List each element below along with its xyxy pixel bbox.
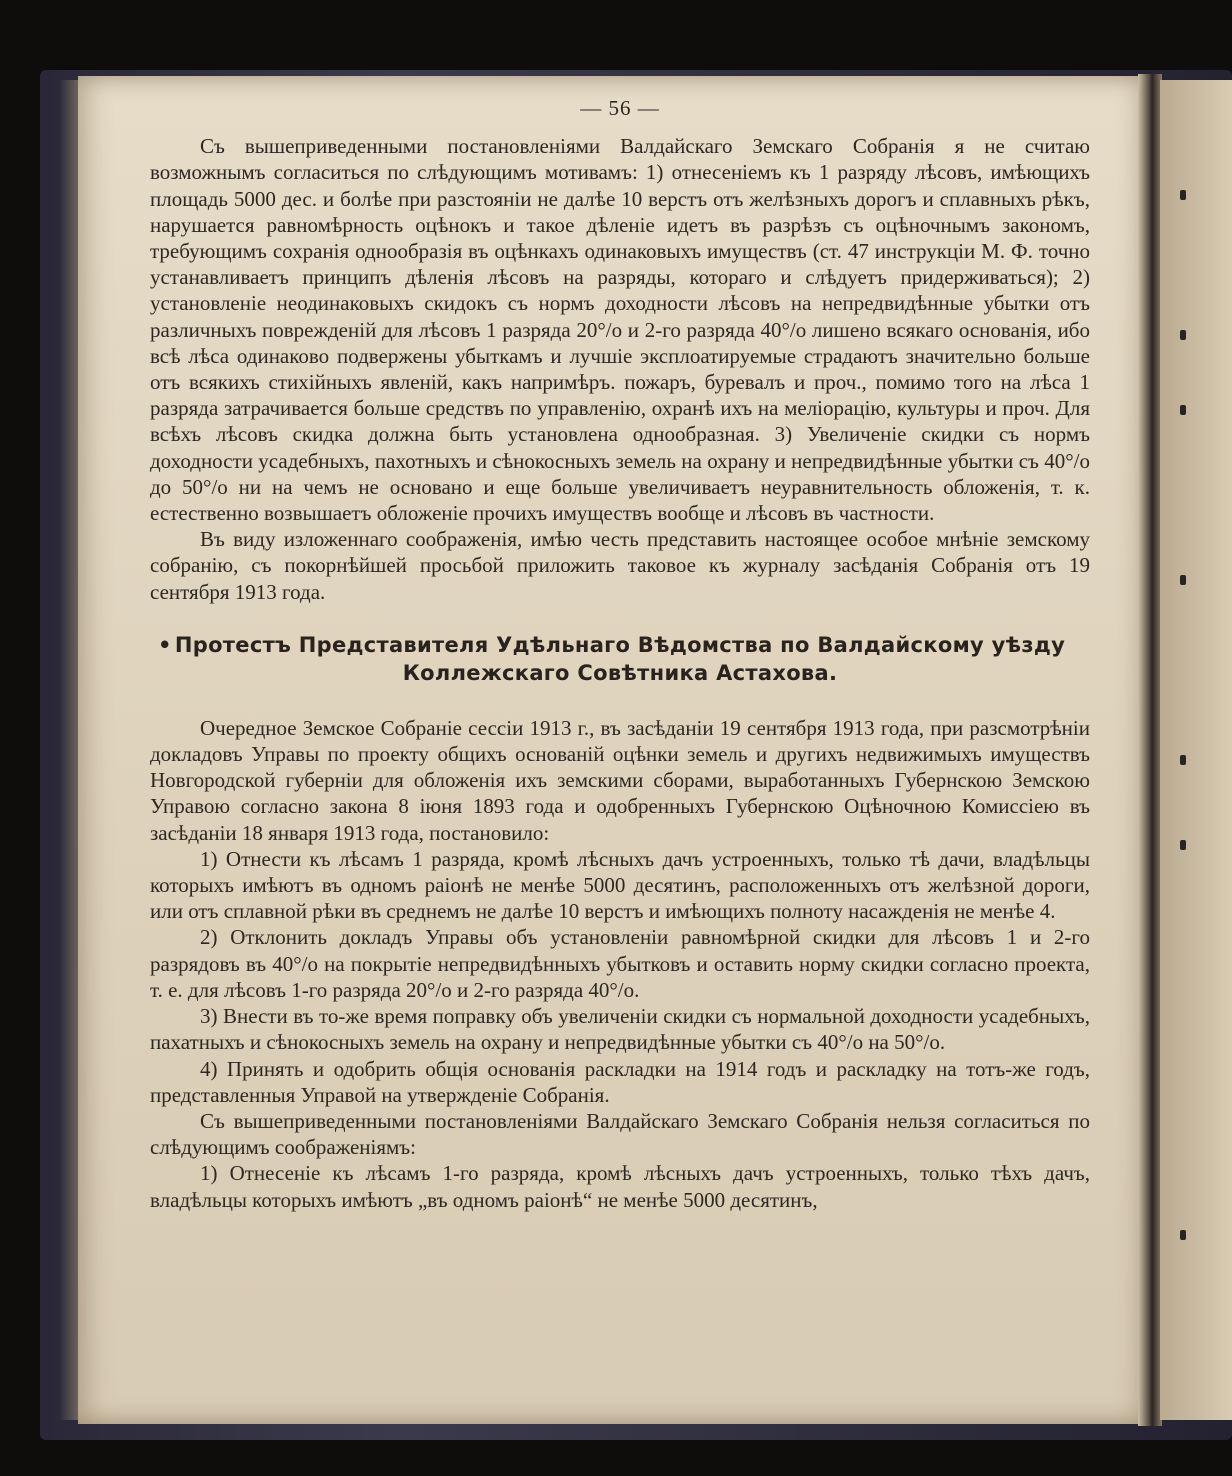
paragraph: 2) Отклонить докладъ Управы объ установленіи равномѣрной скидки для лѣсовъ 1 и 2-го разрядовъ въ 40°/о на покрытіе непредвидѣнныхъ убытковъ и оставить норму скидки согласно проекта, т. е. для лѣсовъ 1-го разряда 20°/о и 2-го разряда 40°/о. (150, 925, 1090, 1002)
bottom-section (150, 715, 1090, 1213)
binding-mark (1180, 1230, 1186, 1240)
binding-mark (1180, 755, 1186, 765)
page-number: — 56 — (580, 96, 660, 120)
heading-line: Коллежскаго Совѣтника Астахова. (402, 660, 838, 685)
section-heading (150, 631, 1090, 687)
facing-page-edge (1160, 80, 1232, 1420)
binding-mark (1180, 575, 1186, 585)
paragraph: 3) Внести въ то-же время поправку объ увеличеніи скидки съ нормальной доходности усадебныхъ, пахатныхъ и сѣнокосныхъ земель на охрану и непредвидѣнные убытки съ 40°/о на 50°/о. (150, 1004, 1090, 1055)
binding-mark (1180, 405, 1186, 415)
paragraph: Съ вышеприведенными постановленіями Валдайскаго Земскаго Собранія я не считаю возможнымъ согласиться по слѣдующимъ мотивамъ: 1) отнесеніемъ къ 1 разряду лѣсовъ, имѣющихъ площадь 5000 дес. и болѣе при разстояніи не далѣе 10 верстъ отъ желѣзныхъ дорогъ и сплавныхъ рѣкъ, нарушается равномѣрность оцѣнокъ и такое дѣленіе идетъ въ разрѣзъ съ оцѣночнымъ закономъ, требующимъ сохранія однообразія въ оцѣнкахъ одинаковыхъ имуществъ (ст. 47 инструкціи М. Ф. точно устанавливаетъ принципъ дѣленія лѣсовъ на разряды, котораго и слѣдуетъ придерживаться); 2) установленіе неодинаковыхъ скидокъ съ нормъ доходности лѣсовъ на непредвидѣнные убытки отъ различныхъ поврежденій для лѣсовъ 1 разряда 20°/о и 2-го разряда 40°/о лишено всякаго основанія, ибо всѣ лѣса одинаково подвержены убыткамъ и лучшіе эксплоатируемые страдаютъ значительно больше отъ всякихъ стихійныхъ явленій, какъ напримѣръ. пожаръ, буревалъ и проч., помимо того на лѣса 1 разряда затрачивается больше средствъ по управленію, охранѣ ихъ на меліорацію, культуры и проч. Для всѣхъ лѣсовъ скидка должна быть установлена однообразная. 3) Увеличеніе скидки съ нормъ доходности усадебныхъ, пахотныхъ и сѣнокосныхъ земель на охрану и непредвидѣнные убытки съ 40°/о до 50°/о ни на чемъ не основано и еще больше увеличиваетъ неуравнительность обложенія, т. к. естественно возвышаетъ обложеніе прочихъ имуществъ вообще и лѣсовъ въ частности. (150, 134, 1090, 526)
binding-mark (1180, 330, 1186, 340)
binding-mark (1180, 840, 1186, 850)
paragraph: 1) Отнести къ лѣсамъ 1 разряда, кромѣ лѣсныхъ дачъ устроенныхъ, только тѣ дачи, владѣльцы которыхъ имѣютъ въ одномъ раіонѣ не менѣе 5000 десятинъ, расположенныхъ отъ желѣзной дороги, или отъ сплавной рѣки въ среднемъ не далѣе 10 верстъ и имѣющихъ полноту насажденія не менѣе 4. (150, 846, 1090, 924)
paragraph: Съ вышеприведенными постановленіями Валдайскаго Земскаго Собранія нельзя согласиться по слѣдующимъ соображеніямъ: (150, 1108, 1090, 1160)
page-text (150, 95, 1090, 1213)
paragraph: Очередное Земское Собраніе сессіи 1913 г., въ засѣданіи 19 сентября 1913 года, при разсмотрѣніи докладовъ Управы по проекту общихъ основаній оцѣнки земель и другихъ недвижимыхъ имуществъ Новгородской губерніи для обложенія ихъ земскими сборами, выработанныхъ Губернскою Земскою Управою согласно закона 8 іюня 1893 года и одобренныхъ Губернскою Оцѣночною Комиссіею въ засѣданіи 18 января 1913 года, постановило: (150, 715, 1090, 845)
paragraph: 4) Принять и одобрить общія основанія раскладки на 1914 годъ и раскладку на тотъ-же годъ, представленныя Управой на утвержденіе Собранія. (150, 1056, 1090, 1107)
book-gutter (1138, 74, 1162, 1426)
heading-bullet: • (158, 632, 172, 657)
paragraph: Въ виду изложеннаго соображенія, имѣю честь представить настоящее особое мнѣніе земскому собранію, съ покорнѣйшей просьбой приложить таковое къ журналу засѣданія Собранія отъ 19 сентября 1913 года. (150, 527, 1090, 604)
heading-line: Протестъ Представителя Удѣльнаго Вѣдомства по Валдайскому уѣзду (174, 632, 1066, 657)
top-section (150, 133, 1090, 605)
paragraph: 1) Отнесеніе къ лѣсамъ 1-го разряда, кромѣ лѣсныхъ дачъ устроенныхъ, только тѣхъ дачъ, владѣльцы которыхъ имѣютъ „въ одномъ раіонѣ“ не менѣе 5000 десятинъ, (150, 1161, 1090, 1212)
binding-mark (1180, 190, 1186, 200)
